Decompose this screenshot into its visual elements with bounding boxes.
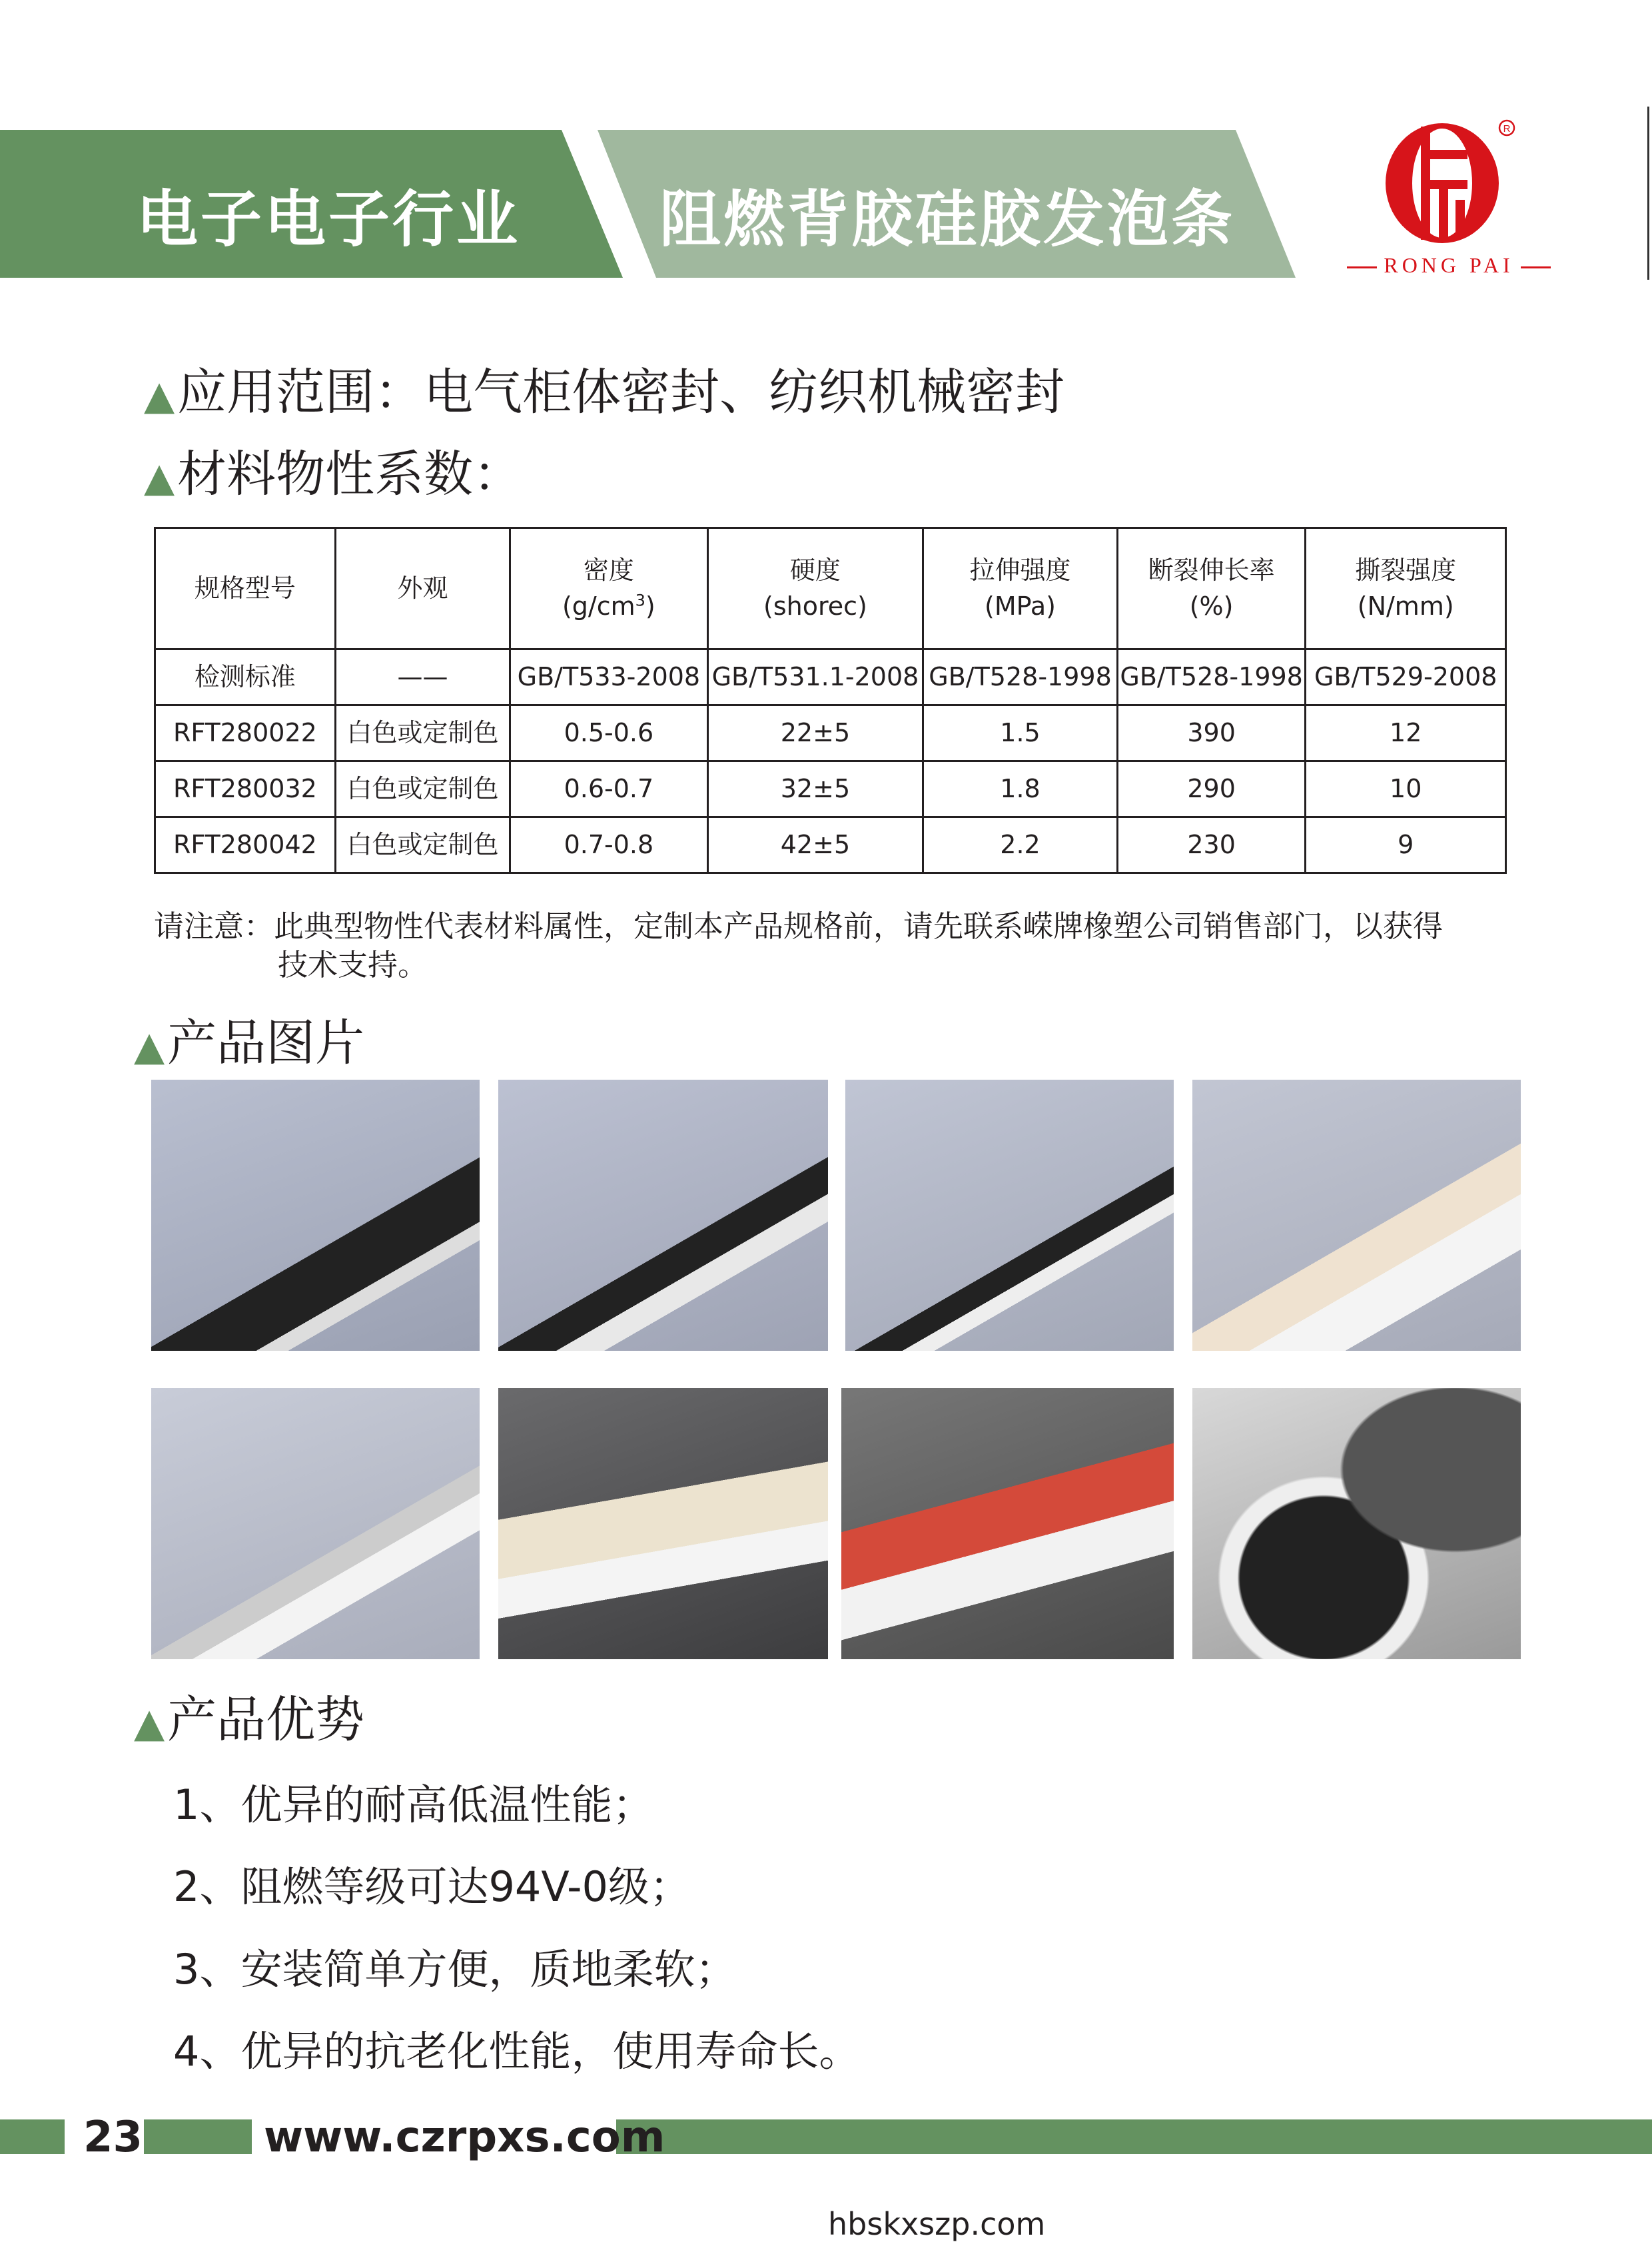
table-cell: RFT280032 bbox=[155, 761, 336, 817]
table-row bbox=[155, 705, 1506, 761]
header-cell: 拉伸强度 (MPa) bbox=[923, 528, 1118, 649]
advantage-item: 2、阻燃等级可达94V-0级； bbox=[173, 1862, 691, 1911]
product-photo bbox=[845, 1080, 1174, 1351]
industry-title: 电子电子行业 bbox=[137, 184, 521, 255]
header-cell: 规格型号 bbox=[155, 528, 336, 649]
advantage-item: 3、安装简单方便，质地柔软； bbox=[173, 1945, 737, 1994]
triangle-icon: ▲ bbox=[134, 1023, 165, 1070]
footer-bar bbox=[616, 2119, 1652, 2154]
brand-name: RONG PAI bbox=[1339, 253, 1559, 278]
table-row bbox=[155, 817, 1506, 873]
footer-bar bbox=[144, 2119, 252, 2154]
page-edge-line bbox=[1647, 107, 1649, 280]
table-cell: 1.8 bbox=[923, 761, 1118, 817]
triangle-icon: ▲ bbox=[144, 454, 175, 501]
triangle-icon: ▲ bbox=[134, 1700, 165, 1746]
table-cell: RFT280022 bbox=[155, 705, 336, 761]
table-cell: 9 bbox=[1306, 817, 1506, 873]
product-photo bbox=[1192, 1388, 1521, 1659]
table-row bbox=[155, 649, 1506, 705]
heading-properties: ▲材料物性系数： bbox=[144, 446, 523, 503]
table-cell: RFT280042 bbox=[155, 817, 336, 873]
product-photo bbox=[151, 1388, 480, 1659]
heading-photos: ▲产品图片 bbox=[134, 1014, 365, 1072]
table-cell: 白色或定制色 bbox=[335, 817, 510, 873]
footer-bar bbox=[0, 2119, 65, 2154]
table-cell: 检测标准 bbox=[155, 649, 336, 705]
table-cell: 白色或定制色 bbox=[335, 705, 510, 761]
table-cell: 290 bbox=[1117, 761, 1306, 817]
table-cell: 0.5-0.6 bbox=[510, 705, 708, 761]
table-cell: GB/T533-2008 bbox=[510, 649, 708, 705]
website-link[interactable]: www.czrpxs.com bbox=[264, 2113, 665, 2162]
product-photo bbox=[151, 1080, 480, 1351]
svg-text:R: R bbox=[1503, 123, 1511, 135]
triangle-icon: ▲ bbox=[144, 372, 175, 419]
table-cell: 22±5 bbox=[707, 705, 923, 761]
properties-table bbox=[154, 527, 1507, 874]
advantage-item: 4、优异的抗老化性能，使用寿命长。 bbox=[173, 2027, 861, 2075]
product-photo bbox=[498, 1388, 828, 1659]
table-cell: 1.5 bbox=[923, 705, 1118, 761]
table-cell: 42±5 bbox=[707, 817, 923, 873]
table-cell: GB/T529-2008 bbox=[1306, 649, 1506, 705]
table-cell: —— bbox=[335, 649, 510, 705]
table-cell: 390 bbox=[1117, 705, 1306, 761]
product-photo bbox=[498, 1080, 828, 1351]
table-cell: 白色或定制色 bbox=[335, 761, 510, 817]
header-cell: 硬度 (shorec) bbox=[707, 528, 923, 649]
table-cell: 2.2 bbox=[923, 817, 1118, 873]
table-header-row bbox=[155, 528, 1506, 649]
table-cell: GB/T531.1-2008 bbox=[707, 649, 923, 705]
table-cell: 0.6-0.7 bbox=[510, 761, 708, 817]
product-title: 阻燃背胶硅胶发泡条 bbox=[659, 184, 1236, 255]
table-cell: GB/T528-1998 bbox=[923, 649, 1118, 705]
table-cell: 10 bbox=[1306, 761, 1506, 817]
watermark: hbskxszp.com bbox=[828, 2206, 1046, 2242]
product-photo bbox=[1192, 1080, 1521, 1351]
page-number: 23 bbox=[83, 2113, 143, 2162]
header-cell: 断裂伸长率 (%) bbox=[1117, 528, 1306, 649]
table-cell: 0.7-0.8 bbox=[510, 817, 708, 873]
table-cell: 32±5 bbox=[707, 761, 923, 817]
note: 请注意：此典型物性代表材料属性，定制本产品规格前，请先联系嵘牌橡塑公司销售部门，以获得 技术支持。 bbox=[154, 909, 1444, 982]
header-cell: 密度 $(g/cm^3)$ bbox=[510, 528, 708, 649]
table-cell: 230 bbox=[1117, 817, 1306, 873]
advantage-item: 1、优异的耐高低温性能； bbox=[173, 1780, 654, 1829]
header-cell: 撕裂强度 (N/mm) bbox=[1306, 528, 1506, 649]
table-row bbox=[155, 761, 1506, 817]
header-cell: 外观 bbox=[335, 528, 510, 649]
table-cell: 12 bbox=[1306, 705, 1506, 761]
heading-application: ▲应用范围：电气柜体密封、纺织机械密封 bbox=[144, 364, 1065, 421]
table-cell: GB/T528-1998 bbox=[1117, 649, 1306, 705]
heading-advantages: ▲产品优势 bbox=[134, 1691, 365, 1748]
product-photo bbox=[841, 1388, 1174, 1659]
